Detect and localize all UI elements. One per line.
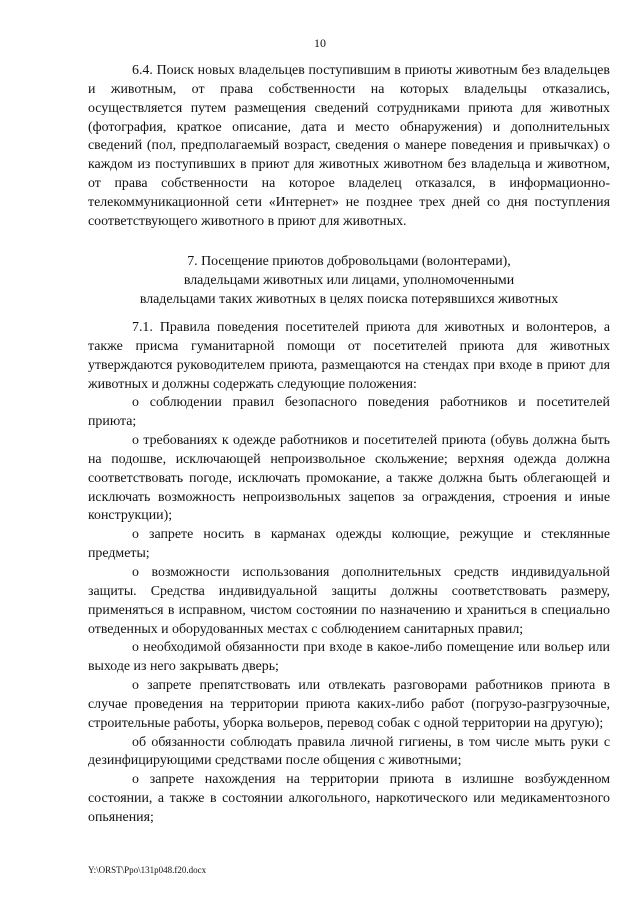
- list-item: об обязанности соблюдать правила личной гигиены, в том числе мыть руки с дезинфицирующими средствами после общения с животными;: [88, 734, 610, 769]
- list-item: о возможности использования дополнительных средств индивидуальной защиты. Средства индивидуальной защиты должны соответствовать размеру, применяться в исправном, чистом состоянии по назначению и храниться в специально отведенных и оборудованных местах с соблюдением санитарных правил;: [88, 564, 610, 637]
- heading-line-2: владельцами животных или лицами, уполномоченными: [183, 272, 515, 288]
- footer-file-path: Y:\ORST\Ppo\131p048.f20.docx: [88, 865, 207, 875]
- heading-line-3: владельцами таких животных в целях поиска потерявшихся животных: [139, 291, 559, 307]
- list-item: о требованиях к одежде работников и посетителей приюта (обувь должна быть на подошве, исключающей непроизвольное скольжение; верхняя одежда должна соответствовать погоде, исключать промокание, а также должна быть облегающей и исключать возможность непроизвольных зацепов за ограждения, строения и иные конструкции);: [88, 433, 610, 524]
- paragraph-6-4: 6.4. Поиск новых владельцев поступившим в приюты животным без владельцев и животным, от права собственности на которых владельцы отказались, осуществляется путем размещения сведений сотрудниками приюта для животных (фотография, краткое описание, дата и место обнаружения) и дополнительных сведений (пол, предполагаемый возраст, сведения о манере поведения и привычках) о каждом из поступивших в приют для животных животном без владельца и животном, от права собственности на которое владелец отказался, в информационно-телекоммуникационной сети «Интернет» не позднее трех дней со дня поступления соответствующего животного в приют для животных.: [88, 63, 610, 229]
- page-number: 10: [314, 36, 326, 50]
- list-item: о запрете препятствовать или отвлекать разговорами работников приюта в случае проведения на территории приюта каких-либо работ (погрузо-разгрузочные, строительные работы, уборка вольеров, перевод собак с одной территории на другую);: [88, 678, 610, 731]
- list-item: о необходимой обязанности при входе в какое-либо помещение или вольер или выходе из него закрывать дверь;: [88, 640, 610, 675]
- heading-line-1: 7. Посещение приютов добровольцами (волонтерами),: [187, 254, 511, 269]
- section-7-body: [88, 319, 610, 828]
- section-7-heading: [88, 253, 610, 310]
- list-item: о соблюдении правил безопасного поведения работников и посетителей приюта;: [88, 395, 610, 430]
- section-6-body: [88, 62, 610, 232]
- list-item: о запрете носить в карманах одежды колющие, режущие и стеклянные предметы;: [88, 527, 610, 562]
- list-item: о запрете нахождения на территории приюта в излишне возбужденном состоянии, а также в состоянии алкогольного, наркотического или медикаментозного опьянения;: [88, 772, 610, 825]
- paragraph-7-1: 7.1. Правила поведения посетителей приюта для животных и волонтеров, а также присма гуманитарной помощи от посетителей приюта для животных утверждаются руководителем приюта, размещаются на стендах при входе в приют для животных и должны содержать следующие положения:: [88, 320, 610, 392]
